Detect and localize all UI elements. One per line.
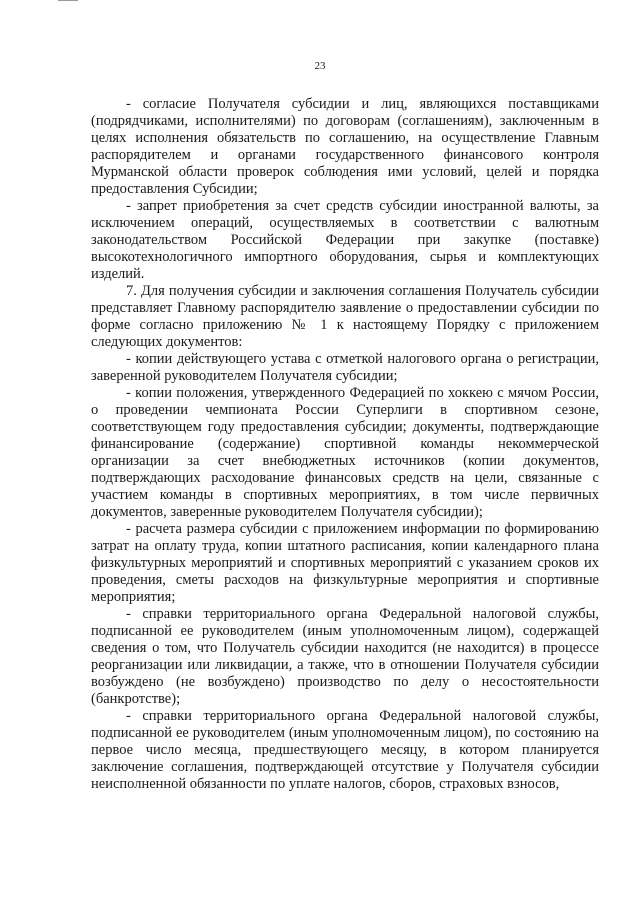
paragraph-charter-copy: - копии действующего устава с отметкой налогового органа о регистрации, заверенной руководителем Получателя субсидии;	[91, 351, 599, 384]
paragraph-championship-regulations: - копии положения, утвержденного Федерацией по хоккею с мячом России, о проведении чемпионата России Суперлиги в спортивном сезоне, соответствующем году предоставления субсидии; документы, подтверждающие финансирование (содержание) спортивной команды некоммерческой организации за счет внебюджетных источников (копии документов, подтверждающих расходование финансовых средств на цели, связанные с участием команды в спортивных мероприятиях, в том числе первичных документов, заверенные руководителем Получателя субсидии);	[91, 385, 599, 520]
paragraph-tax-debt-certificate: - справки территориального органа Федеральной налоговой службы, подписанной ее руководителем (иным уполномоченным лицом), по состоянию на первое число месяца, предшествующего месяцу, в котором планируется заключение соглашения, подтверждающей отсутствие у Получателя субсидии неисполненной обязанности по уплате налогов, сборов, страховых взносов,	[91, 708, 599, 792]
paragraph-subsidy-calculation: - расчета размера субсидии с приложением информации по формированию затрат на оплату труда, копии штатного расписания, копии календарного плана физкультурных мероприятий и спортивных мероприятий с указанием сроков их проведения, сметы расходов на физкультурные мероприятия и спортивные мероприятия;	[91, 521, 599, 605]
paragraph-currency-ban: - запрет приобретения за счет средств субсидии иностранной валюты, за исключением операций, осуществляемых в соответствии с валютным законодательством Российской Федерации при закупке (поставке) высокотехнологичного импортного оборудования, сырья и комплектующих изделий.	[91, 198, 599, 282]
scan-edge-mark	[58, 0, 78, 5]
page-number: 23	[314, 60, 326, 72]
paragraph-item-7-application: 7. Для получения субсидии и заключения соглашения Получатель субсидии представляет Главному распорядителю заявление о предоставлении субсидии по форме согласно приложению № 1 к настоящему Порядку с приложением следующих документов:	[91, 283, 599, 350]
document-body	[91, 96, 599, 793]
paragraph-tax-reorganization-certificate: - справки территориального органа Федеральной налоговой службы, подписанной ее руководителем (иным уполномоченным лицом), содержащей сведения о том, что Получатель субсидии находится (не находится) в процессе реорганизации или ликвидации, а также, что в отношении Получателя субсидии возбуждено (не возбуждено) производство по делу о несостоятельности (банкротстве);	[91, 606, 599, 707]
paragraph-consent-inspections: - согласие Получателя субсидии и лиц, являющихся поставщиками (подрядчиками, исполнителями) по договорам (соглашениям), заключенным в целях исполнения обязательств по соглашению, на осуществление Главным распорядителем и органами государственного финансового контроля Мурманской области проверок соблюдения ими условий, целей и порядка предоставления Субсидии;	[91, 96, 599, 197]
